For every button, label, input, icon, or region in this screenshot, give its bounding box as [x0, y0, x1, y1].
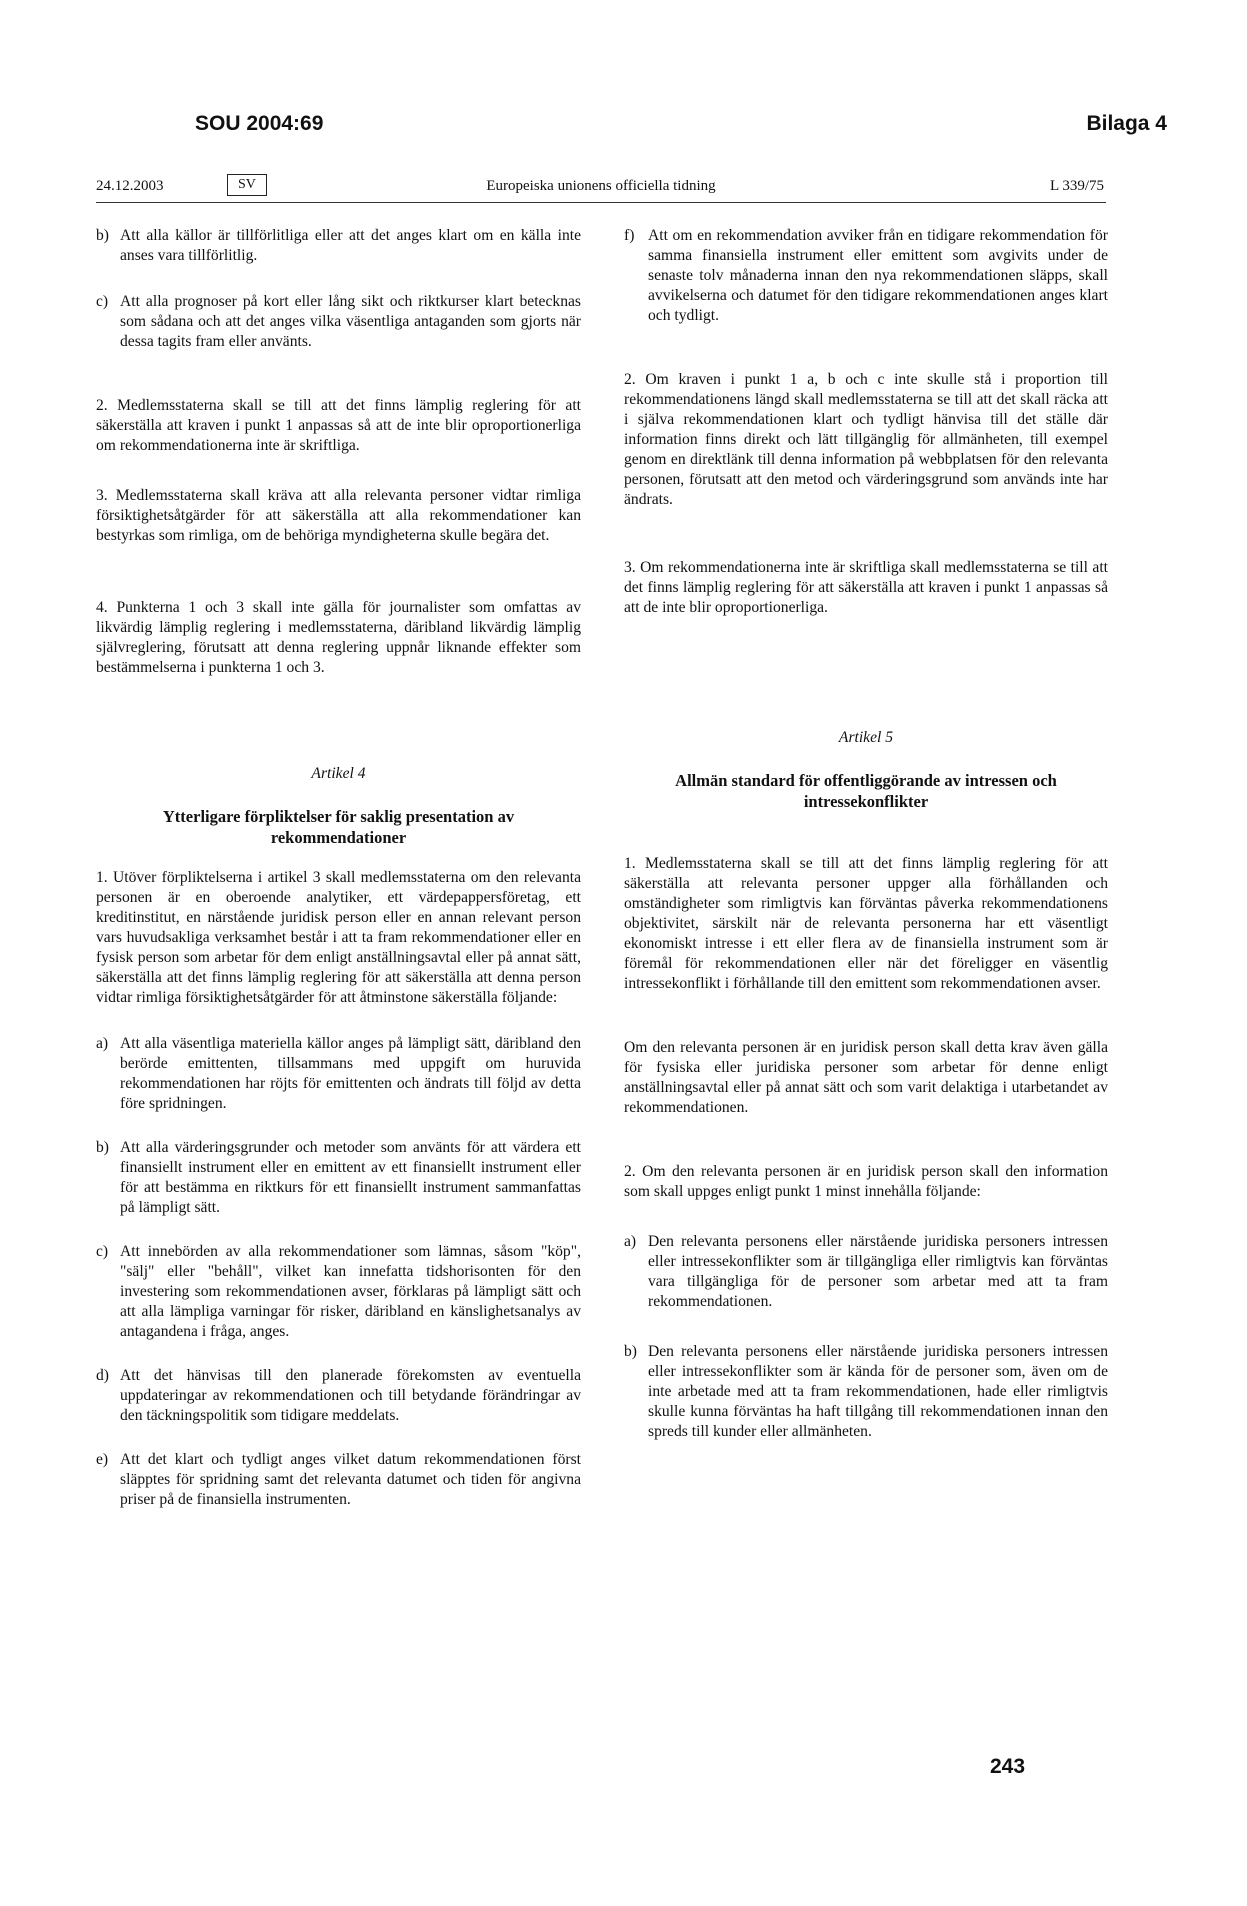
journal-header	[96, 174, 1106, 203]
journal-page: L 339/75	[1049, 178, 1104, 194]
journal-title: Europeiska unionens officiella tidning	[486, 178, 716, 194]
list-item: b) Att alla källor är tillförlitliga eller att det anges klart om en källa inte anses vara tillförlitlig.	[96, 227, 581, 264]
list-item: c) Att alla prognoser på kort eller lång sikt och riktkurser klart betecknas som sådana och att det anges vilka väsentliga antaganden som gjorts när dessa tagits fram eller använts.	[96, 293, 581, 350]
paragraph: 1. Medlemsstaterna skall se till att det finns lämplig reglering för att säkerställa att relevanta personer uppger alla förhållanden och omständigheter som rimligtvis kan förväntas påverka rekommendationens objektivitet, särskilt när de relevanta personerna har ett väsentligt ekonomiskt intresse i ett eller flera av de finansiella instrument som är föremål för rekommendationen eller när det föreligger en väsentlig intressekonflikt i förhållande till den emittent som rekommendationen avser.	[624, 855, 1108, 992]
paragraph: 2. Om den relevanta personen är en juridisk person skall den information som skall uppges enligt punkt 1 minst innehålla följande:	[624, 1163, 1108, 1200]
paragraph: 4. Punkterna 1 och 3 skall inte gälla för journalister som omfattas av likvärdig lämplig reglering i medlemsstaterna, däribland likvärdig lämplig självreglering, förutsatt att denna reglering uppnår liknande effekter som bestämmelserna i punkterna 1 och 3.	[96, 599, 581, 676]
paragraph: 3. Om rekommendationerna inte är skriftliga skall medlemsstaterna se till att det finns lämplig reglering för att säkerställa att kraven i punkt 1 anpassas så att de inte blir oproportionerliga.	[624, 559, 1108, 616]
sou-header	[195, 112, 1167, 148]
list-item: f) Att om en rekommendation avviker från en tidigare rekommendation för samma finansiella instrument eller emittent som avgivits under de senaste tolv månaderna innan den nya rekommendationen släpps, skall avvikelserna och datumet för den tidigare rekommendationen anges klart och tydligt.	[624, 227, 1108, 324]
article-4-heading: Artikel 4	[311, 765, 366, 782]
list-item: e) Att det klart och tydligt anges vilket datum rekommendationen först släpptes för spridning samt det relevanta datumet och tiden för angivna priser på de finansiella instrumenten.	[96, 1451, 581, 1508]
paragraph: 1. Utöver förpliktelserna i artikel 3 skall medlemsstaterna om den relevanta personen är en oberoende analytiker, ett värdepappersföretag, ett kreditinstitut, en närstående juridisk person eller en annan relevant person vars huvudsakliga verksamhet består i att ta fram rekommendationer eller en fysisk person som arbetar för dem enligt anställningsavtal eller på annat sätt, säkerställa att det finns lämplig reglering för att säkerställa att denna person vidtar rimliga försiktighetsåtgärder för att åtminstone säkerställa följande:	[96, 869, 581, 1006]
article-4-title: Ytterligare förpliktelser för saklig presentation av rekommendationer	[162, 807, 515, 847]
paragraph: 2. Medlemsstaterna skall se till att det finns lämplig reglering för att säkerställa att kraven i punkt 1 anpassas så att de inte blir oproportionerliga om rekommendationerna inte är skriftliga.	[96, 397, 581, 454]
article-5-heading: Artikel 5	[838, 729, 894, 746]
page-number: 243	[990, 1755, 1026, 1778]
left-column	[96, 226, 581, 1510]
paragraph: 3. Medlemsstaterna skall kräva att alla relevanta personer vidtar rimliga försiktighetsåtgärder för att säkerställa att alla rekommendationer kan bestyrkas som rimliga, om de behöriga myndigheterna skulle begära det.	[96, 487, 581, 544]
article-5-title: Allmän standard för offentliggörande av intressen och intressekonflikter	[675, 771, 1057, 811]
right-column	[624, 226, 1108, 1442]
list-item: a) Att alla väsentliga materiella källor anges på lämpligt sätt, däribland den berörde emittenten, tillsammans med uppgift om huruvida rekommendationen har röjts för emittenten och ändrats till följd av detta före spridningen.	[96, 1035, 581, 1112]
list-item: d) Att det hänvisas till den planerade förekomsten av eventuella uppdateringar av rekommendationen och till betydande förändringar av den täckningspolitik som tidigare meddelats.	[96, 1367, 581, 1424]
appendix-label: Bilaga 4	[1086, 112, 1167, 135]
list-item: b) Den relevanta personens eller närstående juridiska personers intressen eller intressekonflikter som är kända för de personer som, även om de inte arbetade med att ta fram rekommendationen, hade eller rimligtvis skulle kunna förväntas ha haft tillgång till rekommendationen innan den spreds till kunder eller allmänheten.	[624, 1343, 1108, 1440]
language-box: SV	[227, 174, 267, 196]
list-item: c) Att innebörden av alla rekommendationer som lämnas, såsom "köp", "sälj" eller "behåll", vilket kan innefatta tidshorisonten för den investering som rekommendationen avser, förklaras på lämpligt sätt och att alla lämpliga varningar för risker, däribland en känslighetsanalys av antagandena i fråga, anges.	[96, 1243, 581, 1340]
journal-date: 24.12.2003	[96, 178, 164, 194]
paragraph: Om den relevanta personen är en juridisk person skall detta krav även gälla för fysiska eller juridiska personer som arbetar för denne enligt anställningsavtal eller på annat sätt och som varit delaktiga i utarbetandet av rekommendationen.	[624, 1039, 1108, 1116]
sou-reference: SOU 2004:69	[195, 112, 324, 135]
list-item: a) Den relevanta personens eller närstående juridiska personers intressen eller intressekonflikter som är tillgängliga eller rimligtvis kan förväntas vara tillgängliga för de personer som arbetar med att ta fram rekommendationen.	[624, 1233, 1108, 1310]
paragraph: 2. Om kraven i punkt 1 a, b och c inte skulle stå i proportion till rekommendationens längd skall medlemsstaterna se till att det skall räcka att i själva rekommendationen klart och tydligt hänvisa till det ställe där information finns direkt och lätt tillgänglig för allmänheten, till exempel genom en direktlänk till denna information på webbplatsen för den relevanta personen, förutsatt att den metod och värderingsgrund som används inte har ändrats.	[624, 371, 1108, 508]
list-item: b) Att alla värderingsgrunder och metoder som använts för att värdera ett finansiellt instrument eller en emittent av ett finansiellt instrument eller för att bestämma en riktkurs för ett finansiellt instrument sammanfattas på lämpligt sätt.	[96, 1139, 581, 1216]
